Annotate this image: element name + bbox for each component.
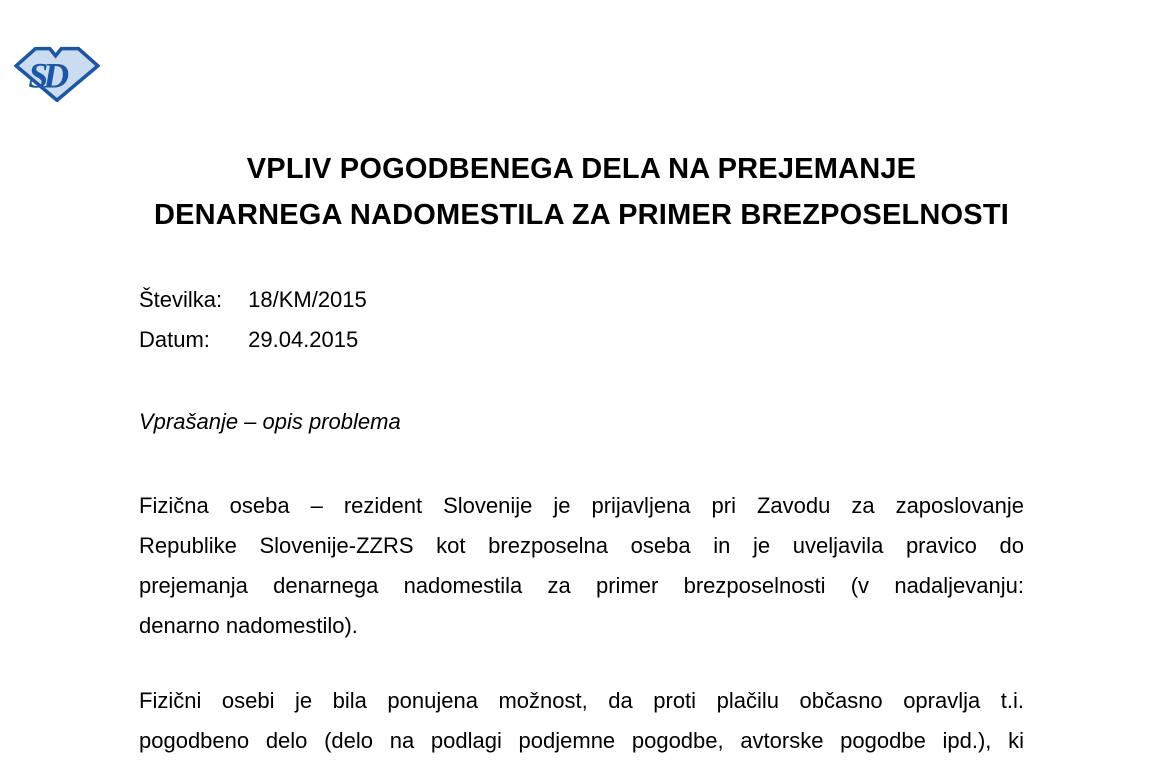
date-label: Datum: <box>139 327 210 352</box>
paragraph-1-line-1: Fizična oseba – rezident Slovenije je prijavljena pri Zavodu za zaposlovanje <box>139 493 1024 518</box>
document-title <box>139 146 1024 238</box>
paragraph-2-line-1: Fizični osebi je bila ponujena možnost, da proti plačilu občasno opravlja t.i. <box>139 688 1024 713</box>
document-title-line-1: VPLIV POGODBENEGA DELA NA PREJEMANJE <box>246 153 917 185</box>
document-title-line-2: DENARNEGA NADOMESTILA ZA PRIMER BREZPOSELNOSTI <box>153 199 1010 231</box>
date-value: 29.04.2015 <box>248 327 359 352</box>
paragraph-2 <box>139 681 1024 761</box>
paragraph-1-line-2: Republike Slovenije-ZZRS kot brezposelna oseba in je uveljavila pravico do <box>139 533 1024 558</box>
paragraph-1 <box>139 486 1024 646</box>
document-meta <box>139 280 1024 360</box>
reference-number-value: 18/KM/2015 <box>248 287 367 312</box>
reference-number-row <box>139 280 1024 320</box>
logo-letters: SD <box>28 55 65 96</box>
question-section-heading: Vprašanje – opis problema <box>139 409 401 434</box>
paragraph-2-line-2-clipped: pogodbeno delo (delo na podlagi podjemne pogodbe, avtorske pogodbe ipd.), ki <box>139 728 1024 753</box>
sd-diamond-logo-icon <box>14 44 100 102</box>
date-row <box>139 320 1024 360</box>
paragraph-1-line-3: prejemanja denarnega nadomestila za primer brezposelnosti (v nadaljevanju: <box>139 573 1024 598</box>
paragraph-1-line-4: denarno nadomestilo). <box>139 613 358 638</box>
reference-number-label: Številka: <box>139 287 223 312</box>
